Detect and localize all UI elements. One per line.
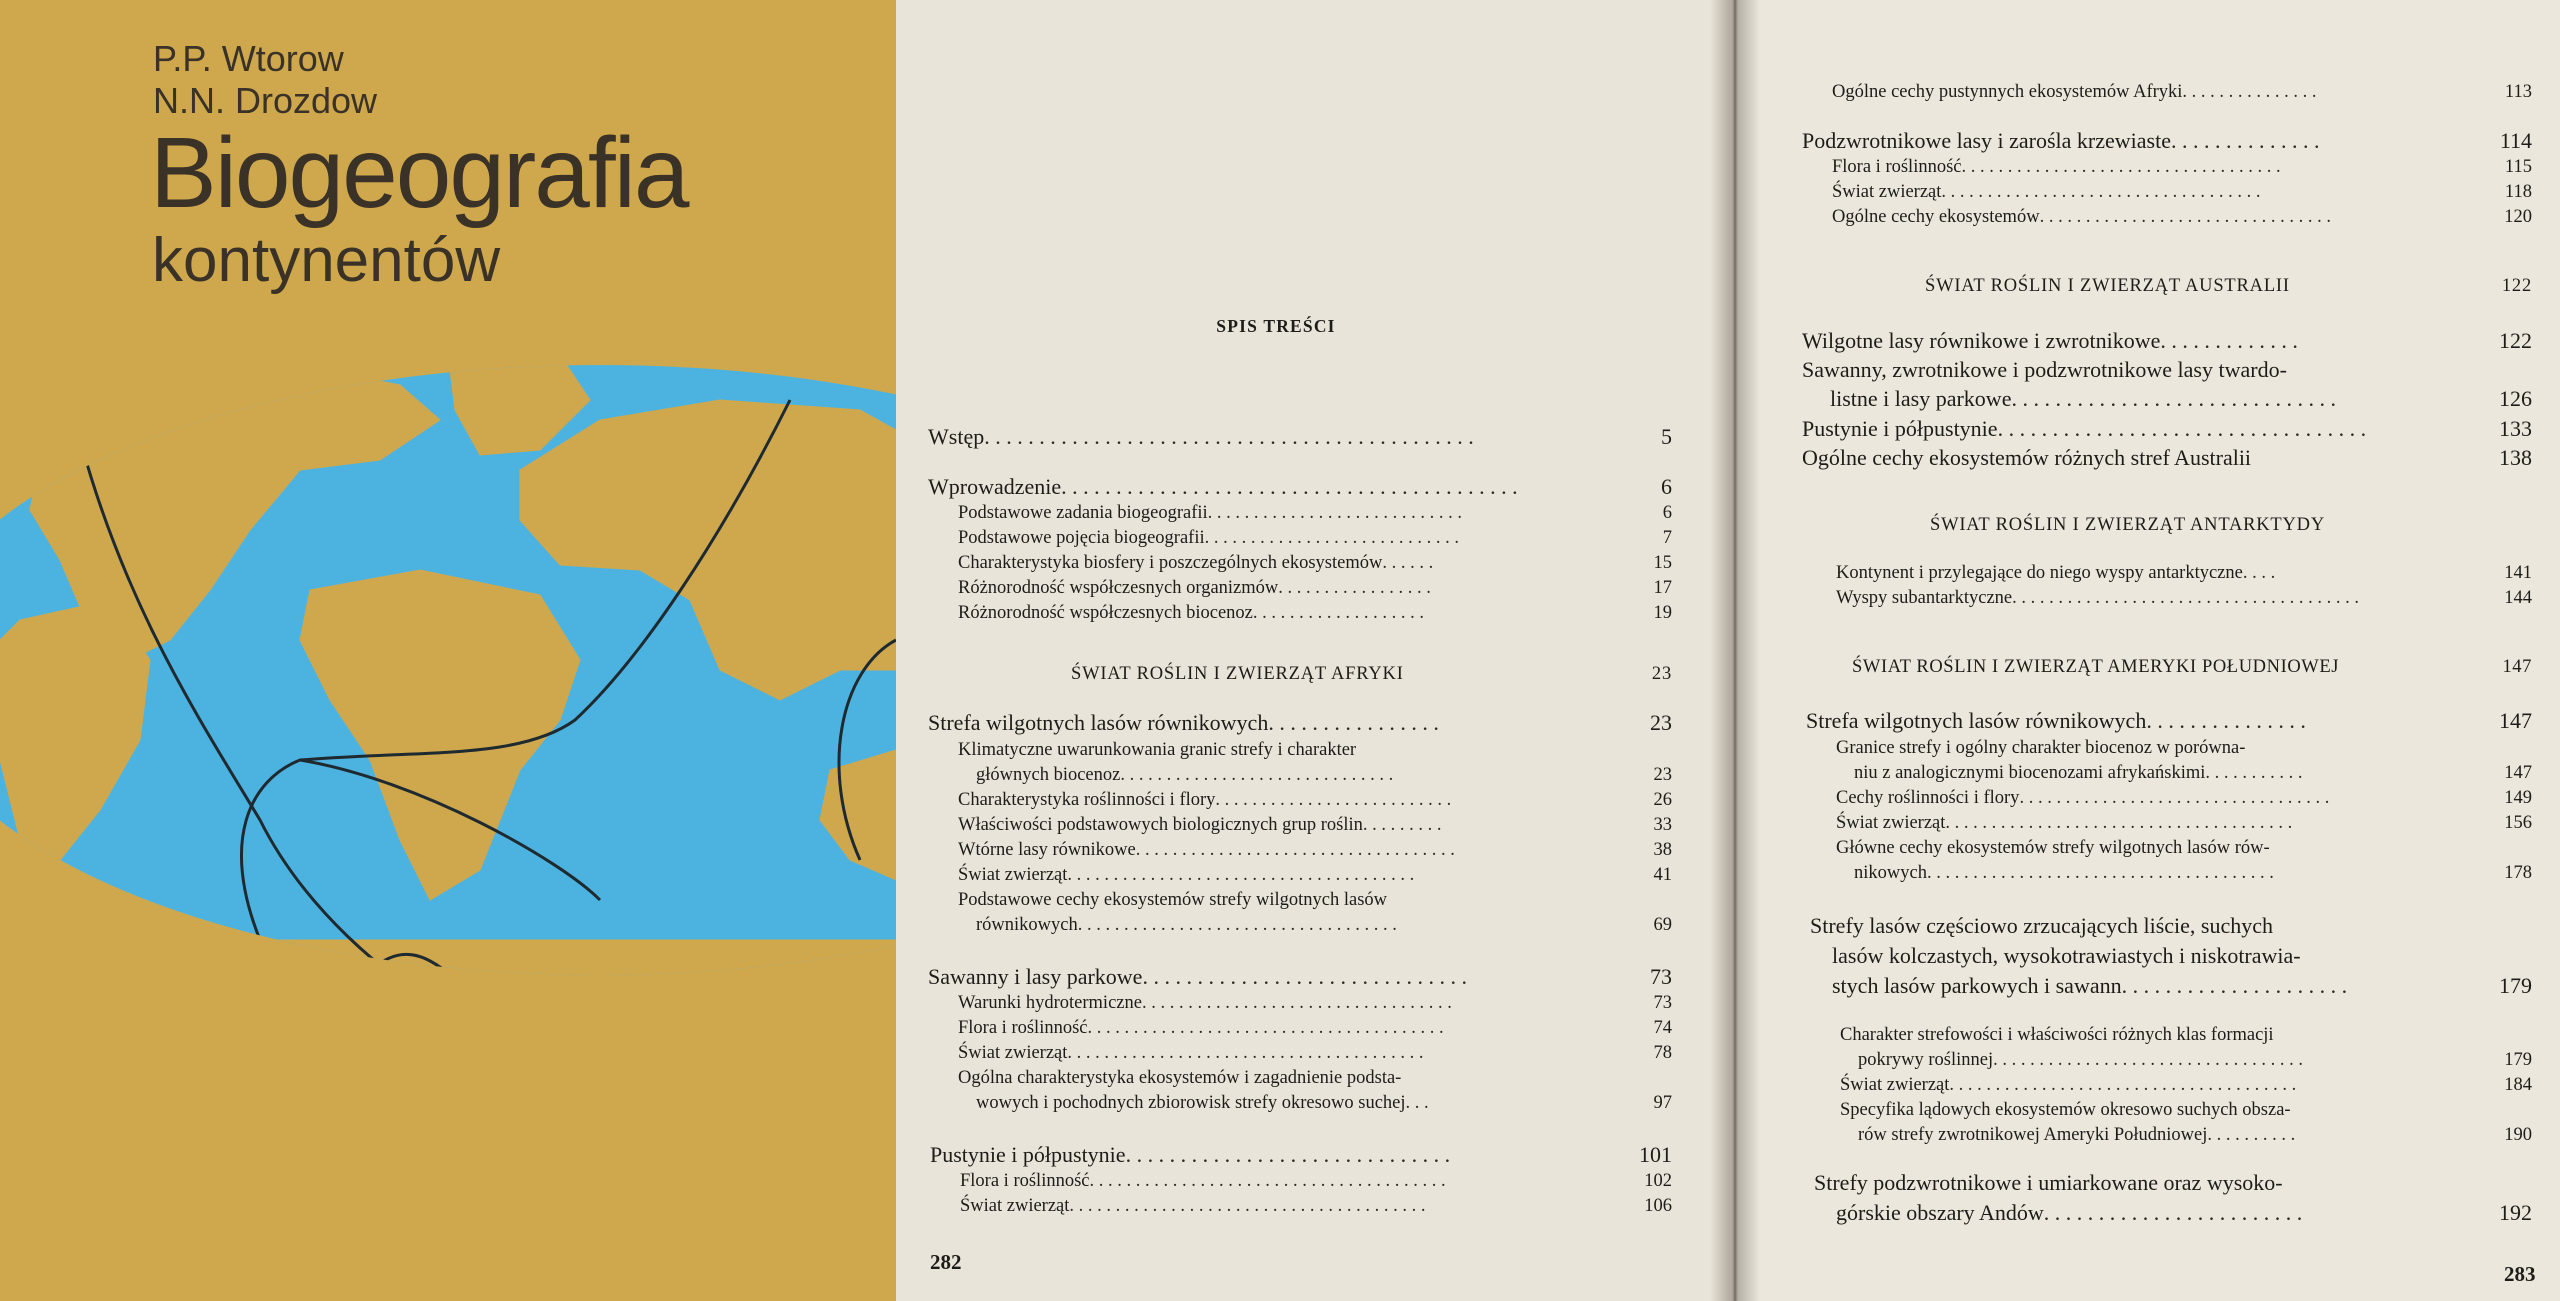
book-cover [0, 0, 896, 1301]
toc-entry: Świat zwierząt . . . . . . . . . . . . . . . . . . . . . . . . . . . . . . . . . . . . . . . 106 [960, 1196, 1672, 1216]
toc-entry: Podstawowe pojęcia biogeografii . . . . . . . . . . . . . . . . . . . . . . . . . . . . 7 [958, 528, 1672, 548]
toc-page-left [896, 0, 1730, 1301]
toc-entry-continuation: rów strefy zwrotnikowej Ameryki Południowej . . . . . . . . . . 190 [1858, 1125, 2532, 1145]
toc-entry: Różnorodność współczesnych biocenoz . . . . . . . . . . . . . . . . . . . 19 [958, 603, 1672, 623]
toc-entry: Podstawowe zadania biogeografii . . . . . . . . . . . . . . . . . . . . . . . . . . . . 6 [958, 503, 1672, 523]
toc-entry-continuation: równikowych . . . . . . . . . . . . . . . . . . . . . . . . . . . . . . . . . . . 69 [976, 915, 1672, 935]
toc-entry: Ogólne cechy ekosystemów różnych stref Australii 138 [1802, 445, 2532, 470]
toc-entry: Ogólne cechy pustynnych ekosystemów Afryki . . . . . . . . . . . . . . . 113 [1832, 82, 2532, 102]
toc-entry-continuation: lasów kolczastych, wysokotrawiastych i niskotrawia- [1832, 943, 2301, 968]
toc-section-header: ŚWIAT ROŚLIN I ZWIERZĄT AFRYKI 23 [1071, 664, 1672, 684]
toc-entry: Wilgotne lasy równikowe i zwrotnikowe . . . . . . . . . . . . . 122 [1802, 328, 2532, 353]
toc-entry-continuation: niu z analogicznymi biocenozami afrykańskimi . . . . . . . . . . . 147 [1854, 763, 2532, 783]
toc-entry: Granice strefy i ogólny charakter biocenoz w porówna- [1836, 738, 2246, 758]
toc-entry: Flora i roślinność . . . . . . . . . . . . . . . . . . . . . . . . . . . . . . . . . . . . . . . 74 [958, 1018, 1672, 1038]
toc-entry-continuation: głównych biocenoz . . . . . . . . . . . . . . . . . . . . . . . . . . . . . . 23 [976, 765, 1672, 785]
toc-entry: Wyspy subantarktyczne . . . . . . . . . . . . . . . . . . . . . . . . . . . . . . . . . . . . . . 144 [1836, 588, 2532, 608]
author-1: P.P. Wtorow [153, 38, 344, 79]
toc-entry: Cechy roślinności i flory . . . . . . . . . . . . . . . . . . . . . . . . . . . . . . . . . . 149 [1836, 788, 2532, 808]
toc-entry: Świat zwierząt . . . . . . . . . . . . . . . . . . . . . . . . . . . . . . . . . . . . . . 156 [1836, 813, 2532, 833]
toc-section-header: ŚWIAT ROŚLIN I ZWIERZĄT ANTARKTYDY [1930, 515, 2326, 535]
page-number-right: 283 [2504, 1262, 2536, 1286]
toc-section-header: ŚWIAT ROŚLIN I ZWIERZĄT AUSTRALII 122 [1925, 276, 2532, 296]
toc-entry-continuation: nikowych . . . . . . . . . . . . . . . . . . . . . . . . . . . . . . . . . . . . . . 178 [1854, 863, 2532, 883]
book-gutter-shadow [1710, 0, 1760, 1301]
toc-entry-continuation: pokrywy roślinnej . . . . . . . . . . . . . . . . . . . . . . . . . . . . . . . . . . 179 [1858, 1050, 2532, 1070]
world-map-illustration [0, 340, 896, 1040]
toc-entry: Charakterystyka biosfery i poszczególnych ekosystemów . . . . . . 15 [958, 553, 1672, 573]
toc-entry: Świat zwierząt . . . . . . . . . . . . . . . . . . . . . . . . . . . . . . . . . . . . . . . 78 [958, 1043, 1672, 1063]
toc-entry: Świat zwierząt . . . . . . . . . . . . . . . . . . . . . . . . . . . . . . . . . . . 118 [1832, 182, 2532, 202]
author-2: N.N. Drozdow [153, 80, 378, 121]
toc-entry: Flora i roślinność . . . . . . . . . . . . . . . . . . . . . . . . . . . . . . . . . . . . . . . 102 [960, 1171, 1672, 1191]
toc-entry: Kontynent i przylegające do niego wyspy antarktyczne . . . . 141 [1836, 563, 2532, 583]
toc-entry: Główne cechy ekosystemów strefy wilgotnych lasów rów- [1836, 838, 2270, 858]
toc-entry: Pustynie i półpustynie . . . . . . . . . . . . . . . . . . . . . . . . . . . . . . 101 [930, 1142, 1672, 1167]
toc-entry: Flora i roślinność . . . . . . . . . . . . . . . . . . . . . . . . . . . . . . . . . . . 115 [1832, 157, 2532, 177]
toc-entry: Podzwrotnikowe lasy i zarośla krzewiaste . . . . . . . . . . . . . . 114 [1802, 128, 2532, 153]
toc-entry: Różnorodność współczesnych organizmów . . . . . . . . . . . . . . . . . 17 [958, 578, 1672, 598]
toc-entry-continuation: stych lasów parkowych i sawann . . . . . . . . . . . . . . . . . . . . . 179 [1832, 973, 2532, 998]
toc-entry: Sawanny, zwrotnikowe i podzwrotnikowe lasy twardo- [1802, 357, 2287, 382]
toc-heading: SPIS TREŚCI [1216, 316, 1336, 336]
toc-entry-continuation: górskie obszary Andów . . . . . . . . . . . . . . . . . . . . . . . . 192 [1836, 1200, 2532, 1225]
toc-entry: Charakter strefowości i właściwości różnych klas formacji [1840, 1025, 2274, 1045]
toc-entry: Strefy podzwrotnikowe i umiarkowane oraz wysoko- [1814, 1170, 2283, 1195]
toc-entry: Ogólne cechy ekosystemów . . . . . . . . . . . . . . . . . . . . . . . . . . . . . . . . 120 [1832, 207, 2532, 227]
toc-entry: Sawanny i lasy parkowe . . . . . . . . . . . . . . . . . . . . . . . . . . . . . . 73 [928, 964, 1672, 989]
toc-entry: Strefy lasów częściowo zrzucających liście, suchych [1810, 913, 2274, 938]
cover-title: Biogeografia [150, 117, 688, 229]
toc-section-header: ŚWIAT ROŚLIN I ZWIERZĄT AMERYKI POŁUDNIOWEJ 147 [1852, 657, 2532, 677]
toc-page-right [1730, 0, 2560, 1301]
toc-entry: Strefa wilgotnych lasów równikowych . . . . . . . . . . . . . . . . 23 [928, 710, 1672, 735]
toc-entry: Warunki hydrotermiczne . . . . . . . . . . . . . . . . . . . . . . . . . . . . . . . . . . 73 [958, 993, 1672, 1013]
toc-entry: Świat zwierząt . . . . . . . . . . . . . . . . . . . . . . . . . . . . . . . . . . . . . . 184 [1840, 1075, 2532, 1095]
toc-entry: Charakterystyka roślinności i flory . . . . . . . . . . . . . . . . . . . . . . . . . . 26 [958, 790, 1672, 810]
toc-entry: Klimatyczne uwarunkowania granic strefy i charakter [958, 740, 1357, 760]
toc-entry-continuation: listne i lasy parkowe . . . . . . . . . . . . . . . . . . . . . . . . . . . . . . 126 [1830, 386, 2532, 411]
cover-authors [153, 38, 377, 122]
toc-entry: Ogólna charakterystyka ekosystemów i zagadnienie podsta- [958, 1068, 1402, 1088]
toc-entry: Strefa wilgotnych lasów równikowych . . . . . . . . . . . . . . . 147 [1806, 708, 2532, 733]
toc-entry: Wstęp . . . . . . . . . . . . . . . . . . . . . . . . . . . . . . . . . . . . . . . . . . . . . 5 [928, 424, 1672, 449]
toc-entry: Podstawowe cechy ekosystemów strefy wilgotnych lasów [958, 890, 1388, 910]
toc-entry: Świat zwierząt . . . . . . . . . . . . . . . . . . . . . . . . . . . . . . . . . . . . . . 41 [958, 865, 1672, 885]
toc-entry: Pustynie i półpustynie . . . . . . . . . . . . . . . . . . . . . . . . . . . . . . . . . . 133 [1802, 416, 2532, 441]
toc-entry: Wtórne lasy równikowe . . . . . . . . . . . . . . . . . . . . . . . . . . . . . . . . . . . 38 [958, 840, 1672, 860]
toc-entry: Właściwości podstawowych biologicznych grup roślin . . . . . . . . . 33 [958, 815, 1672, 835]
toc-entry: Specyfika lądowych ekosystemów okresowo suchych obsza- [1840, 1100, 2291, 1120]
page-number-left: 282 [930, 1250, 962, 1274]
toc-entry: Wprowadzenie . . . . . . . . . . . . . . . . . . . . . . . . . . . . . . . . . . . . . . . . . . 6 [928, 474, 1672, 499]
map-land-antarctica [0, 940, 896, 1040]
cover-subtitle: kontynentów [152, 226, 501, 295]
toc-entry-continuation: wowych i pochodnych zbiorowisk strefy okresowo suchej . . . 97 [976, 1093, 1672, 1113]
